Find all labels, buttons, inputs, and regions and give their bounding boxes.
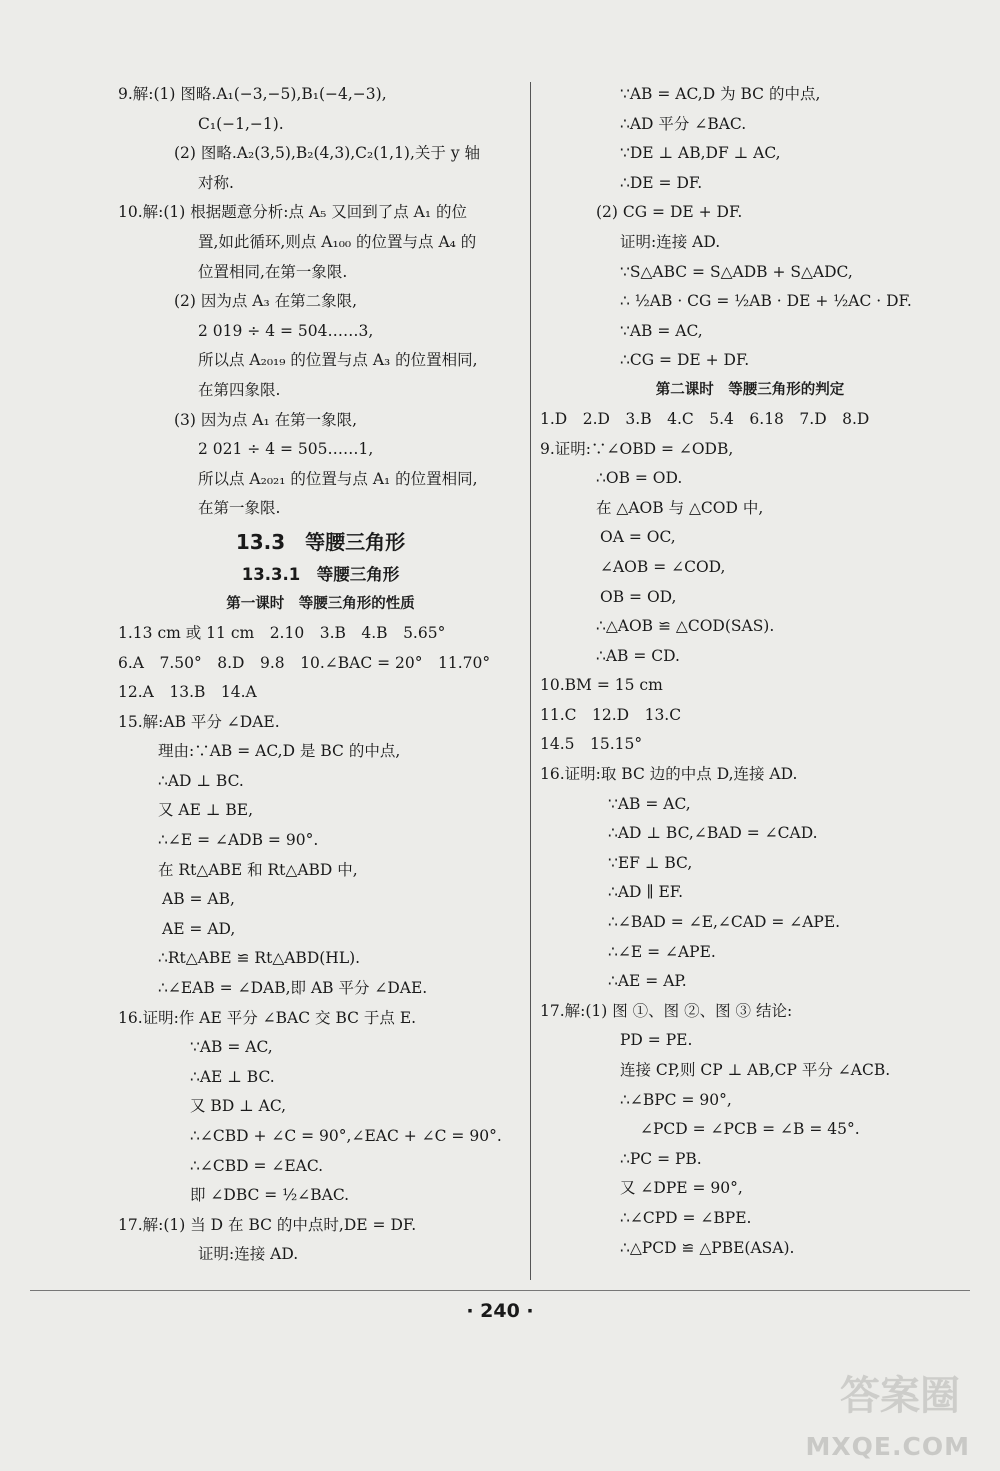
answer-line: ∴∠EAB = ∠DAB,即 AB 平分 ∠DAE. [158, 979, 428, 998]
answer-line: ∵DE ⊥ AB,DF ⊥ AC, [620, 144, 781, 163]
column-divider [530, 82, 531, 1280]
watermark [770, 1341, 970, 1461]
answer-line: 16.证明:作 AE 平分 ∠BAC 交 BC 于点 E. [118, 1008, 417, 1027]
answer-line: ∴AE ⊥ BC. [190, 1067, 275, 1086]
answer-line: 17.解:(1) 图 ①、图 ②、图 ③ 结论: [540, 1001, 793, 1020]
answer-line: ∴∠BAD = ∠E,∠CAD = ∠APE. [608, 913, 841, 932]
watermark-url: MXQE.COM [805, 1432, 970, 1461]
lesson-title-1: 第一课时 等腰三角形的性质 [226, 595, 415, 612]
answer-line: 17.解:(1) 当 D 在 BC 的中点时,DE = DF. [118, 1215, 417, 1234]
answer-line: 11.C 12.D 13.C [540, 705, 682, 724]
answer-line: OA = OC, [600, 528, 676, 547]
answer-line: 连接 CP,则 CP ⊥ AB,CP 平分 ∠ACB. [620, 1061, 891, 1079]
answer-line: ∴AD ⊥ BC,∠BAD = ∠CAD. [608, 824, 818, 843]
answer-line: (2) 因为点 A₃ 在第二象限, [174, 292, 358, 311]
answer-line: (3) 因为点 A₁ 在第一象限, [174, 410, 358, 429]
answer-line: ∵AB = AC, [620, 321, 703, 340]
answer-line: OB = OD, [600, 587, 677, 606]
answer-line: ∴△AOB ≌ △COD(SAS). [596, 617, 775, 636]
answer-line: PD = PE. [620, 1031, 693, 1050]
answer-line: AB = AB, [162, 890, 235, 909]
answer-line: 理由:∵AB = AC,D 是 BC 的中点, [158, 742, 401, 761]
answer-line: 即 ∠DBC = ½∠BAC. [190, 1186, 350, 1205]
answer-line: ∴Rt△ABE ≌ Rt△ABD(HL). [158, 949, 361, 968]
answer-line: ∴∠CBD = ∠EAC. [190, 1156, 324, 1175]
answer-line: 又 BD ⊥ AC, [190, 1097, 287, 1116]
answer-line: 又 AE ⊥ BE, [158, 801, 253, 820]
answer-line: ∵EF ⊥ BC, [608, 853, 693, 872]
answer-line: ∴AD ∥ EF. [608, 883, 684, 902]
answer-line: 在 △AOB 与 △COD 中, [596, 498, 764, 517]
answer-line: 9.证明:∵∠OBD = ∠ODB, [540, 439, 734, 458]
answer-line: AE = AD, [162, 919, 236, 938]
answer-line: 位置相同,在第一象限. [198, 262, 348, 281]
answer-line: ∠AOB = ∠COD, [600, 557, 726, 576]
answer-line: ∴AD ⊥ BC. [158, 771, 244, 790]
answer-line: 2 021 ÷ 4 = 505……1, [198, 440, 374, 459]
answer-line: 14.5 15.15° [540, 735, 643, 754]
answer-line: ∴∠BPC = 90°, [620, 1090, 732, 1109]
answer-line: (2) CG = DE + DF. [596, 203, 743, 222]
answer-line: ∴∠CPD = ∠BPE. [620, 1208, 752, 1227]
answer-line: C₁(−1,−1). [198, 114, 284, 133]
answer-line: ∴∠E = ∠APE. [608, 942, 716, 961]
answer-line: 16.证明:取 BC 边的中点 D,连接 AD. [540, 765, 798, 784]
answer-line: ∵AB = AC, [608, 794, 691, 813]
answer-line: (2) 图略.A₂(3,5),B₂(4,3),C₂(1,1),关于 y 轴 [174, 144, 481, 163]
answer-line: 10.解:(1) 根据题意分析:点 A₅ 又回到了点 A₁ 的位 [118, 203, 468, 222]
answer-line: ∴AD 平分 ∠BAC. [620, 114, 747, 133]
answer-line: 在第四象限. [198, 380, 281, 399]
subsection-title: 13.3.1 等腰三角形 [241, 564, 400, 584]
answer-line: ∴CG = DE + DF. [620, 351, 750, 370]
answer-line: 置,如此循环,则点 A₁₀₀ 的位置与点 A₄ 的 [198, 232, 477, 251]
answer-line: ∴ ½AB · CG = ½AB · DE + ½AC · DF. [620, 292, 912, 311]
answer-line: ∴∠CBD + ∠C = 90°,∠EAC + ∠C = 90°. [190, 1127, 502, 1145]
footer-rule [30, 1290, 970, 1291]
answer-line: 15.解:AB 平分 ∠DAE. [118, 712, 280, 731]
answer-line: 12.A 13.B 14.A [118, 683, 257, 702]
answer-line: ∴DE = DF. [620, 173, 703, 192]
answer-line: ∴PC = PB. [620, 1149, 702, 1168]
answer-line: 证明:连接 AD. [620, 232, 721, 251]
answer-line: ∵S△ABC = S△ADB + S△ADC, [620, 262, 853, 281]
answer-line: ∴OB = OD. [596, 469, 683, 488]
answer-line: ∴△PCD ≌ △PBE(ASA). [620, 1238, 795, 1257]
watermark-logo: 答案圈 [840, 1373, 960, 1419]
answer-line: 所以点 A₂₀₂₁ 的位置与点 A₁ 的位置相同, [198, 469, 478, 488]
answer-line: ∵AB = AC,D 为 BC 的中点, [620, 85, 821, 103]
section-title: 13.3 等腰三角形 [235, 529, 406, 554]
answer-line: 9.解:(1) 图略.A₁(−3,−5),B₁(−4,−3), [118, 85, 387, 103]
answer-line: 证明:连接 AD. [198, 1245, 299, 1264]
answer-line: ∠PCD = ∠PCB = ∠B = 45°. [640, 1120, 860, 1139]
answer-line: 在 Rt△ABE 和 Rt△ABD 中, [158, 860, 358, 879]
answer-line: ∴∠E = ∠ADB = 90°. [158, 831, 319, 850]
answer-line: 所以点 A₂₀₁₉ 的位置与点 A₃ 的位置相同, [198, 351, 478, 370]
answer-line: 10.BM = 15 cm [540, 676, 663, 695]
left-answers-part2 [118, 619, 523, 1270]
left-answers-part1 [118, 80, 523, 524]
right-answers-part2 [540, 405, 960, 1263]
answer-line: 对称. [198, 173, 234, 192]
answer-line: 1.D 2.D 3.B 4.C 5.4 6.18 7.D 8.D [540, 409, 870, 428]
answer-line: 又 ∠DPE = 90°, [620, 1179, 743, 1198]
answer-line: ∴AB = CD. [596, 646, 680, 665]
answer-line: ∵AB = AC, [190, 1038, 273, 1057]
left-column [118, 80, 523, 1270]
answer-line: 6.A 7.50° 8.D 9.8 10.∠BAC = 20° 11.70° [118, 653, 491, 672]
page-number: · 240 · [466, 1300, 534, 1322]
answer-line: 2 019 ÷ 4 = 504……3, [198, 321, 374, 340]
answer-line: 在第一象限. [198, 499, 281, 518]
right-answers-part1 [540, 80, 960, 376]
right-column [540, 80, 960, 1263]
answer-line: 1.13 cm 或 11 cm 2.10 3.B 4.B 5.65° [118, 623, 446, 642]
lesson-title-2: 第二课时 等腰三角形的判定 [655, 381, 845, 398]
answer-line: ∴AE = AP. [608, 972, 687, 991]
